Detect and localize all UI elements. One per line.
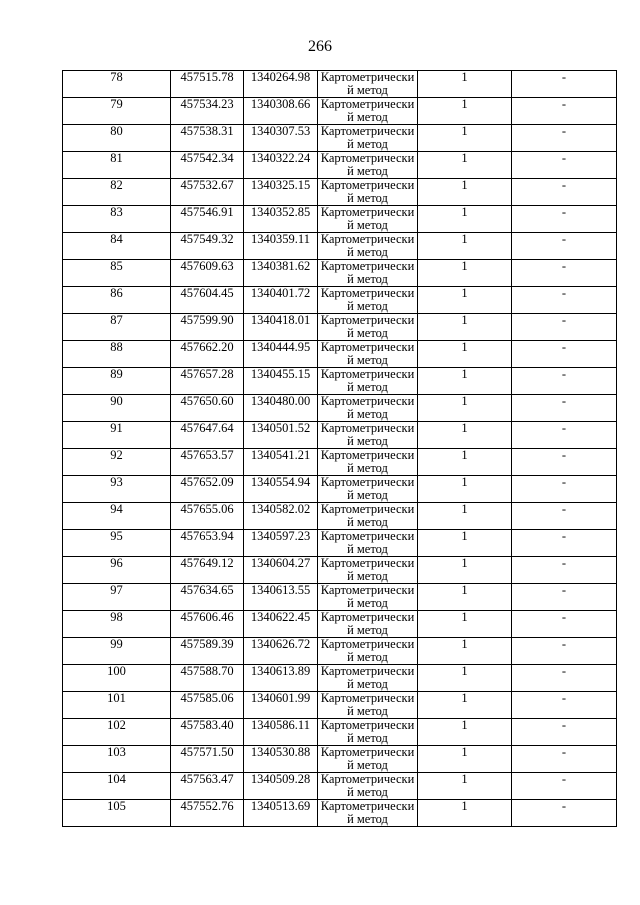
- description-cell: -: [512, 665, 617, 692]
- description-cell: -: [512, 719, 617, 746]
- table-row: [63, 125, 617, 152]
- x-coordinate-cell: 457588.70: [171, 665, 244, 692]
- page-number: 266: [308, 38, 332, 55]
- table-row: [63, 665, 617, 692]
- method-cell: Картометрически й метод: [318, 530, 418, 557]
- description-cell: -: [512, 260, 617, 287]
- point-number-cell: 94: [63, 503, 171, 530]
- accuracy-cell: 1: [418, 665, 512, 692]
- y-coordinate-cell: 1340308.66: [244, 98, 318, 125]
- point-number-cell: 102: [63, 719, 171, 746]
- description-cell: -: [512, 71, 617, 98]
- accuracy-cell: 1: [418, 287, 512, 314]
- x-coordinate-cell: 457552.76: [171, 800, 244, 827]
- point-number-cell: 82: [63, 179, 171, 206]
- point-number-cell: 99: [63, 638, 171, 665]
- table-row: [63, 557, 617, 584]
- point-number-cell: 100: [63, 665, 171, 692]
- table-row: [63, 368, 617, 395]
- accuracy-cell: 1: [418, 719, 512, 746]
- x-coordinate-cell: 457563.47: [171, 773, 244, 800]
- description-cell: -: [512, 638, 617, 665]
- x-coordinate-cell: 457650.60: [171, 395, 244, 422]
- method-cell: Картометрически й метод: [318, 557, 418, 584]
- x-coordinate-cell: 457585.06: [171, 692, 244, 719]
- y-coordinate-cell: 1340480.00: [244, 395, 318, 422]
- y-coordinate-cell: 1340541.21: [244, 449, 318, 476]
- accuracy-cell: 1: [418, 260, 512, 287]
- y-coordinate-cell: 1340597.23: [244, 530, 318, 557]
- description-cell: -: [512, 233, 617, 260]
- method-cell: Картометрически й метод: [318, 341, 418, 368]
- accuracy-cell: 1: [418, 638, 512, 665]
- method-cell: Картометрически й метод: [318, 503, 418, 530]
- method-cell: Картометрически й метод: [318, 98, 418, 125]
- table-row: [63, 476, 617, 503]
- description-cell: -: [512, 449, 617, 476]
- description-cell: -: [512, 395, 617, 422]
- table-row: [63, 395, 617, 422]
- description-cell: -: [512, 98, 617, 125]
- point-number-cell: 90: [63, 395, 171, 422]
- method-cell: Картометрически й метод: [318, 179, 418, 206]
- table-row: [63, 800, 617, 827]
- table-row: [63, 449, 617, 476]
- x-coordinate-cell: 457589.39: [171, 638, 244, 665]
- method-cell: Картометрически й метод: [318, 476, 418, 503]
- x-coordinate-cell: 457606.46: [171, 611, 244, 638]
- y-coordinate-cell: 1340418.01: [244, 314, 318, 341]
- accuracy-cell: 1: [418, 557, 512, 584]
- coordinates-table-body: [63, 71, 617, 827]
- y-coordinate-cell: 1340401.72: [244, 287, 318, 314]
- accuracy-cell: 1: [418, 395, 512, 422]
- y-coordinate-cell: 1340582.02: [244, 503, 318, 530]
- accuracy-cell: 1: [418, 692, 512, 719]
- x-coordinate-cell: 457647.64: [171, 422, 244, 449]
- method-cell: Картометрически й метод: [318, 449, 418, 476]
- table-row: [63, 530, 617, 557]
- x-coordinate-cell: 457649.12: [171, 557, 244, 584]
- description-cell: -: [512, 503, 617, 530]
- accuracy-cell: 1: [418, 584, 512, 611]
- description-cell: -: [512, 179, 617, 206]
- description-cell: -: [512, 125, 617, 152]
- description-cell: -: [512, 422, 617, 449]
- point-number-cell: 103: [63, 746, 171, 773]
- x-coordinate-cell: 457532.67: [171, 179, 244, 206]
- x-coordinate-cell: 457653.57: [171, 449, 244, 476]
- description-cell: -: [512, 692, 617, 719]
- y-coordinate-cell: 1340622.45: [244, 611, 318, 638]
- x-coordinate-cell: 457542.34: [171, 152, 244, 179]
- method-cell: Картометрически й метод: [318, 395, 418, 422]
- accuracy-cell: 1: [418, 98, 512, 125]
- x-coordinate-cell: 457604.45: [171, 287, 244, 314]
- point-number-cell: 95: [63, 530, 171, 557]
- y-coordinate-cell: 1340501.52: [244, 422, 318, 449]
- method-cell: Картометрически й метод: [318, 746, 418, 773]
- accuracy-cell: 1: [418, 233, 512, 260]
- description-cell: -: [512, 368, 617, 395]
- table-row: [63, 260, 617, 287]
- description-cell: -: [512, 611, 617, 638]
- method-cell: Картометрически й метод: [318, 368, 418, 395]
- point-number-cell: 84: [63, 233, 171, 260]
- y-coordinate-cell: 1340307.53: [244, 125, 318, 152]
- method-cell: Картометрически й метод: [318, 287, 418, 314]
- y-coordinate-cell: 1340359.11: [244, 233, 318, 260]
- table-row: [63, 638, 617, 665]
- description-cell: -: [512, 746, 617, 773]
- point-number-cell: 96: [63, 557, 171, 584]
- table-row: [63, 746, 617, 773]
- y-coordinate-cell: 1340352.85: [244, 206, 318, 233]
- accuracy-cell: 1: [418, 341, 512, 368]
- x-coordinate-cell: 457571.50: [171, 746, 244, 773]
- y-coordinate-cell: 1340613.89: [244, 665, 318, 692]
- method-cell: Картометрически й метод: [318, 611, 418, 638]
- description-cell: -: [512, 476, 617, 503]
- description-cell: -: [512, 341, 617, 368]
- y-coordinate-cell: 1340444.95: [244, 341, 318, 368]
- accuracy-cell: 1: [418, 368, 512, 395]
- point-number-cell: 83: [63, 206, 171, 233]
- y-coordinate-cell: 1340586.11: [244, 719, 318, 746]
- y-coordinate-cell: 1340604.27: [244, 557, 318, 584]
- table-row: [63, 179, 617, 206]
- accuracy-cell: 1: [418, 179, 512, 206]
- method-cell: Картометрически й метод: [318, 314, 418, 341]
- x-coordinate-cell: 457657.28: [171, 368, 244, 395]
- point-number-cell: 88: [63, 341, 171, 368]
- x-coordinate-cell: 457653.94: [171, 530, 244, 557]
- table-row: [63, 341, 617, 368]
- y-coordinate-cell: 1340381.62: [244, 260, 318, 287]
- accuracy-cell: 1: [418, 611, 512, 638]
- point-number-cell: 91: [63, 422, 171, 449]
- accuracy-cell: 1: [418, 476, 512, 503]
- accuracy-cell: 1: [418, 503, 512, 530]
- point-number-cell: 89: [63, 368, 171, 395]
- point-number-cell: 105: [63, 800, 171, 827]
- y-coordinate-cell: 1340513.69: [244, 800, 318, 827]
- method-cell: Картометрически й метод: [318, 206, 418, 233]
- accuracy-cell: 1: [418, 800, 512, 827]
- method-cell: Картометрически й метод: [318, 71, 418, 98]
- description-cell: -: [512, 152, 617, 179]
- table-row: [63, 773, 617, 800]
- method-cell: Картометрически й метод: [318, 638, 418, 665]
- method-cell: Картометрически й метод: [318, 233, 418, 260]
- x-coordinate-cell: 457599.90: [171, 314, 244, 341]
- table-row: [63, 503, 617, 530]
- method-cell: Картометрически й метод: [318, 125, 418, 152]
- y-coordinate-cell: 1340325.15: [244, 179, 318, 206]
- point-number-cell: 98: [63, 611, 171, 638]
- point-number-cell: 81: [63, 152, 171, 179]
- y-coordinate-cell: 1340601.99: [244, 692, 318, 719]
- x-coordinate-cell: 457515.78: [171, 71, 244, 98]
- point-number-cell: 79: [63, 98, 171, 125]
- method-cell: Картометрически й метод: [318, 773, 418, 800]
- accuracy-cell: 1: [418, 449, 512, 476]
- table-row: [63, 152, 617, 179]
- table-row: [63, 233, 617, 260]
- y-coordinate-cell: 1340322.24: [244, 152, 318, 179]
- point-number-cell: 86: [63, 287, 171, 314]
- y-coordinate-cell: 1340554.94: [244, 476, 318, 503]
- x-coordinate-cell: 457546.91: [171, 206, 244, 233]
- method-cell: Картометрически й метод: [318, 719, 418, 746]
- accuracy-cell: 1: [418, 773, 512, 800]
- accuracy-cell: 1: [418, 530, 512, 557]
- description-cell: -: [512, 584, 617, 611]
- table-row: [63, 719, 617, 746]
- x-coordinate-cell: 457538.31: [171, 125, 244, 152]
- point-number-cell: 78: [63, 71, 171, 98]
- y-coordinate-cell: 1340509.28: [244, 773, 318, 800]
- y-coordinate-cell: 1340613.55: [244, 584, 318, 611]
- method-cell: Картометрически й метод: [318, 800, 418, 827]
- point-number-cell: 97: [63, 584, 171, 611]
- method-cell: Картометрически й метод: [318, 692, 418, 719]
- description-cell: -: [512, 206, 617, 233]
- accuracy-cell: 1: [418, 125, 512, 152]
- method-cell: Картометрически й метод: [318, 260, 418, 287]
- description-cell: -: [512, 287, 617, 314]
- table-row: [63, 206, 617, 233]
- coordinates-table: [62, 70, 617, 827]
- x-coordinate-cell: 457662.20: [171, 341, 244, 368]
- point-number-cell: 93: [63, 476, 171, 503]
- point-number-cell: 101: [63, 692, 171, 719]
- x-coordinate-cell: 457583.40: [171, 719, 244, 746]
- method-cell: Картометрически й метод: [318, 152, 418, 179]
- table-row: [63, 287, 617, 314]
- method-cell: Картометрически й метод: [318, 665, 418, 692]
- x-coordinate-cell: 457549.32: [171, 233, 244, 260]
- description-cell: -: [512, 800, 617, 827]
- table-row: [63, 422, 617, 449]
- accuracy-cell: 1: [418, 422, 512, 449]
- table-row: [63, 71, 617, 98]
- y-coordinate-cell: 1340264.98: [244, 71, 318, 98]
- table-row: [63, 584, 617, 611]
- accuracy-cell: 1: [418, 746, 512, 773]
- point-number-cell: 85: [63, 260, 171, 287]
- method-cell: Картометрически й метод: [318, 422, 418, 449]
- point-number-cell: 80: [63, 125, 171, 152]
- method-cell: Картометрически й метод: [318, 584, 418, 611]
- x-coordinate-cell: 457634.65: [171, 584, 244, 611]
- x-coordinate-cell: 457652.09: [171, 476, 244, 503]
- y-coordinate-cell: 1340455.15: [244, 368, 318, 395]
- y-coordinate-cell: 1340626.72: [244, 638, 318, 665]
- table-row: [63, 98, 617, 125]
- table-row: [63, 692, 617, 719]
- x-coordinate-cell: 457534.23: [171, 98, 244, 125]
- description-cell: -: [512, 314, 617, 341]
- description-cell: -: [512, 773, 617, 800]
- y-coordinate-cell: 1340530.88: [244, 746, 318, 773]
- point-number-cell: 92: [63, 449, 171, 476]
- table-row: [63, 314, 617, 341]
- table-row: [63, 611, 617, 638]
- accuracy-cell: 1: [418, 206, 512, 233]
- accuracy-cell: 1: [418, 314, 512, 341]
- accuracy-cell: 1: [418, 152, 512, 179]
- description-cell: -: [512, 557, 617, 584]
- x-coordinate-cell: 457609.63: [171, 260, 244, 287]
- point-number-cell: 87: [63, 314, 171, 341]
- description-cell: -: [512, 530, 617, 557]
- x-coordinate-cell: 457655.06: [171, 503, 244, 530]
- point-number-cell: 104: [63, 773, 171, 800]
- accuracy-cell: 1: [418, 71, 512, 98]
